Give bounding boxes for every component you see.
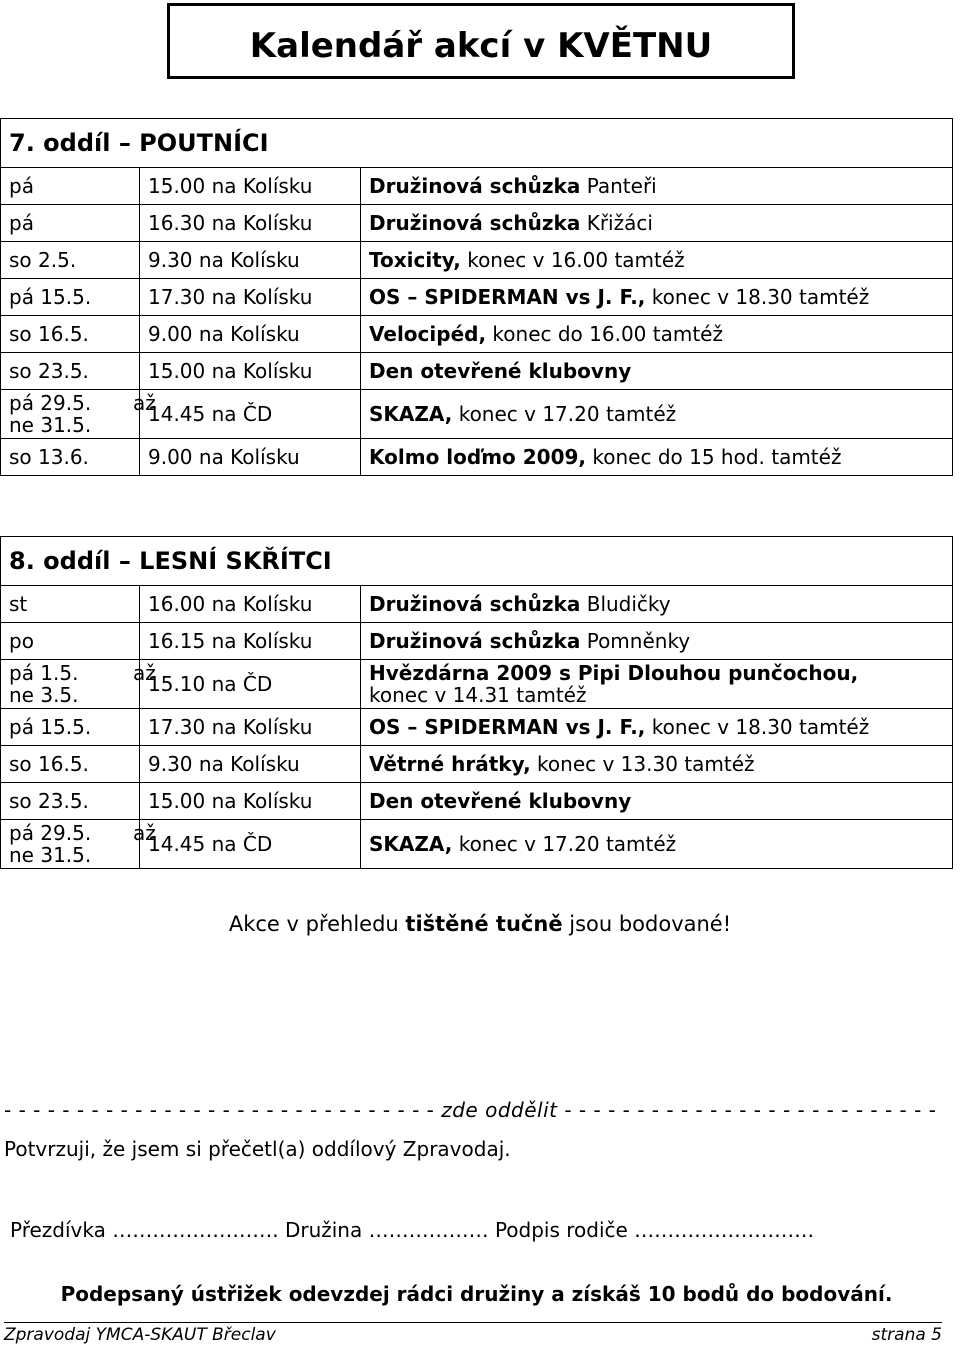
- bottom-instruction: Podepsaný ústřižek odevzdej rádci družiny a získáš 10 bodů do bodování.: [60, 1282, 893, 1306]
- signature-fields: Přezdívka ……………………. Družina ……………… Podpis rodiče ………………………: [10, 1218, 815, 1242]
- row-time: 14.45 na ČD: [140, 390, 361, 439]
- row-time: 9.30 na Kolísku: [140, 746, 361, 783]
- row-time: 9.30 na Kolísku: [140, 242, 361, 279]
- row-event: SKAZA, konec v 17.20 tamtéž: [361, 390, 953, 439]
- table-row: [1, 783, 953, 820]
- row-time: 15.00 na Kolísku: [140, 353, 361, 390]
- row-time: 16.30 na Kolísku: [140, 205, 361, 242]
- footer-publication: Zpravodaj YMCA-SKAUT Břeclav: [4, 1325, 276, 1345]
- row-time: 16.15 na Kolísku: [140, 623, 361, 660]
- row-event: Družinová schůzka Křižáci: [361, 205, 953, 242]
- table-row: [1, 390, 953, 439]
- row-event: Družinová schůzka Bludičky: [361, 586, 953, 623]
- row-event: OS – SPIDERMAN vs J. F., konec v 18.30 tamtéž: [361, 709, 953, 746]
- table-row: [1, 709, 953, 746]
- table-row: [1, 820, 953, 869]
- row-day: so 16.5.: [1, 316, 140, 353]
- row-time: 15.00 na Kolísku: [140, 783, 361, 820]
- row-day: pá 15.5.: [1, 709, 140, 746]
- row-event: Den otevřené klubovny: [361, 783, 953, 820]
- section-heading: 8. oddíl – LESNÍ SKŘÍTCI: [1, 537, 953, 586]
- table-row: [1, 746, 953, 783]
- row-event: OS – SPIDERMAN vs J. F., konec v 18.30 tamtéž: [361, 279, 953, 316]
- row-time: 9.00 na Kolísku: [140, 439, 361, 476]
- row-time: 14.45 na ČD: [140, 820, 361, 869]
- bodovane-note: Akce v přehledu tištěné tučně jsou bodované!: [228, 912, 732, 936]
- row-event: Větrné hrátky, konec v 13.30 tamtéž: [361, 746, 953, 783]
- row-event: Družinová schůzka Pomněnky: [361, 623, 953, 660]
- row-time: 16.00 na Kolísku: [140, 586, 361, 623]
- footer-page-number: strana 5: [871, 1325, 942, 1345]
- row-day: so 16.5.: [1, 746, 140, 783]
- row-event: Den otevřené klubovny: [361, 353, 953, 390]
- title-box: [167, 3, 795, 79]
- row-event: Velocipéd, konec do 16.00 tamtéž: [361, 316, 953, 353]
- row-day: pá 15.5.: [1, 279, 140, 316]
- section-heading: 7. oddíl – POUTNÍCI: [1, 119, 953, 168]
- row-day: pá 1.5. ne 3.5. až: [1, 660, 140, 709]
- table-row: [1, 586, 953, 623]
- table-row: [1, 168, 953, 205]
- row-day: po: [1, 623, 140, 660]
- row-day: so 23.5.: [1, 353, 140, 390]
- row-day: so 23.5.: [1, 783, 140, 820]
- table-row: [1, 353, 953, 390]
- row-event: Toxicity, konec v 16.00 tamtéž: [361, 242, 953, 279]
- confirm-text: Potvrzuji, že jsem si přečetl(a) oddílový Zpravodaj.: [4, 1137, 511, 1161]
- table-row: [1, 279, 953, 316]
- table-row: [1, 316, 953, 353]
- row-day: st: [1, 586, 140, 623]
- table-row: [1, 623, 953, 660]
- row-day: pá 29.5. ne 31.5. až: [1, 820, 140, 869]
- table-row: [1, 660, 953, 709]
- row-day: pá 29.5. ne 31.5. až: [1, 390, 140, 439]
- page-title: Kalendář akcí v KVĚTNU: [249, 26, 713, 66]
- schedule-table-poutnici: [0, 118, 953, 476]
- row-event: Družinová schůzka Panteři: [361, 168, 953, 205]
- row-time: 9.00 na Kolísku: [140, 316, 361, 353]
- row-day: so 2.5.: [1, 242, 140, 279]
- schedule-table-lesni-skritci: [0, 536, 953, 869]
- row-time: 17.30 na Kolísku: [140, 279, 361, 316]
- row-time: 15.10 na ČD: [140, 660, 361, 709]
- table-row: [1, 439, 953, 476]
- row-event: Hvězdárna 2009 s Pipi Dlouhou punčochou, konec v 14.31 tamtéž: [361, 660, 953, 709]
- row-event: Kolmo loďmo 2009, konec do 15 hod. tamtéž: [361, 439, 953, 476]
- table-row: [1, 205, 953, 242]
- row-day: so 13.6.: [1, 439, 140, 476]
- row-time: 17.30 na Kolísku: [140, 709, 361, 746]
- page-footer: [4, 1322, 942, 1347]
- row-day: pá: [1, 205, 140, 242]
- row-event: SKAZA, konec v 17.20 tamtéž: [361, 820, 953, 869]
- row-day: pá: [1, 168, 140, 205]
- table-row: [1, 242, 953, 279]
- row-time: 15.00 na Kolísku: [140, 168, 361, 205]
- cut-line: - - - - - - - - - - - - - - - - - - - - - - - - - - - - - - zde oddělit - - - - - - - - - - - - - - - - - - - - - - - - - -: [4, 1098, 937, 1122]
